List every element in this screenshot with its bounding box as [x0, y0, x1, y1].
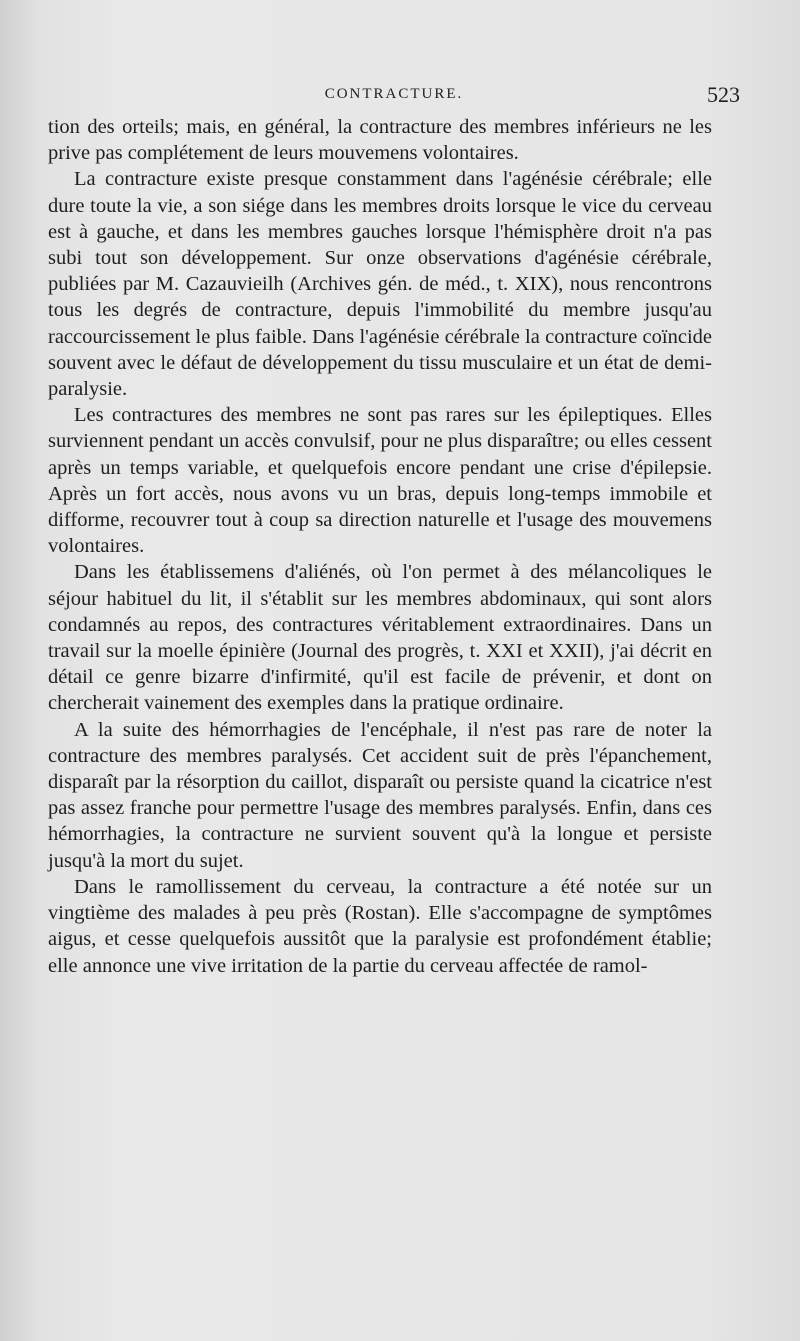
page-number: 523 — [707, 82, 740, 107]
running-head: CONTRACTURE. — [324, 86, 464, 102]
paragraph: Dans les établissemens d'aliénés, où l'on permet à des mélancoliques le séjour habituel du lit, il s'établit sur les membres abdominaux, qui sont alors condamnés au repos, des contractures véritablement extraordinaires. Dans un travail sur la moelle épinière (Journal des progrès, t. XXI et XXII), j'ai décrit en détail ce genre bizarre d'infirmité, qu'il est facile de prévenir, et dont on chercherait vainement des exemples dans la pratique ordinaire. — [48, 561, 712, 715]
paragraph: A la suite des hémorrhagies de l'encéphale, il n'est pas rare de noter la contracture des membres paralysés. Cet accident suit de près l'épanchement, disparaît par la résorption du caillot, disparaît ou persiste quand la cicatrice n'est pas assez franche pour permettre l'usage des membres paralysés. Enfin, dans ces hémorrhagies, la contracture ne survient souvent qu'à la longue et persiste jusqu'à la mort du sujet. — [48, 718, 712, 872]
paragraph: La contracture existe presque constamment dans l'agénésie cérébrale; elle dure toute la vie, a son siége dans les membres droits lorsque le vice du cerveau est à gauche, et dans les membres gauches lorsque l'hémisphère droit n'a pas subi tout son développement. Sur onze observations d'agénésie cérébrale, publiées par M. Cazauvieilh (Archives gén. de méd., t. XIX), nous rencontrons tous les degrés de contracture, depuis l'immobilité du membre jusqu'au raccourcissement le plus faible. Dans l'agénésie cérébrale la contracture coïncide souvent avec le défaut de développement du tissu musculaire et un état de demi-paralysie. — [48, 168, 712, 401]
page-header — [48, 82, 740, 112]
paragraph: tion des orteils; mais, en général, la contracture des membres inférieurs ne les prive pas complétement de leurs mouvemens volontaires. — [48, 116, 712, 165]
paragraph: Les contractures des membres ne sont pas rares sur les épileptiques. Elles surviennent pendant un accès convulsif, pour ne plus disparaître; ou elles cessent après un temps variable, et quelquefois encore pendant une crise d'épilepsie. Après un fort accès, nous avons vu un bras, depuis long-temps immobile et difforme, recouvrer tout à coup sa direction naturelle et l'usage des mouvemens volontaires. — [48, 404, 712, 558]
body-text — [48, 114, 712, 979]
paragraph: Dans le ramollissement du cerveau, la contracture a été notée sur un vingtième des malades à peu près (Rostan). Elle s'accompagne de symptômes aigus, et cesse quelquefois aussitôt que la paralysie est profondément établie; elle annonce une vive irritation de la partie du cerveau affectée de ramol- — [48, 875, 712, 977]
